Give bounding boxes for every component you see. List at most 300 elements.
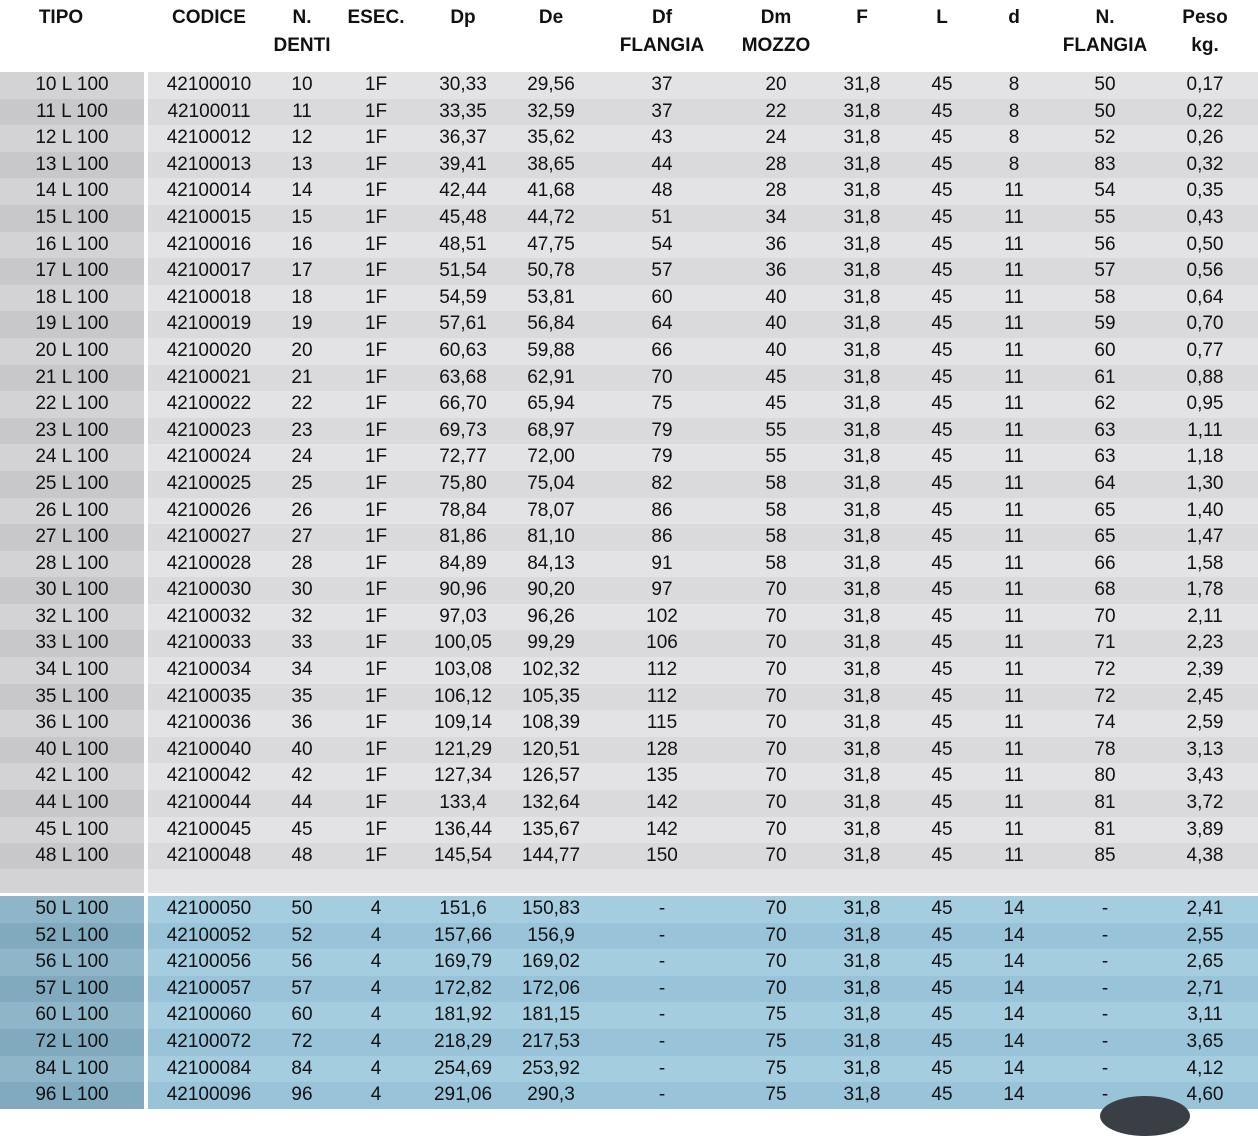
cell-peso: 0,35 xyxy=(1186,180,1224,202)
cell-de: 44,72 xyxy=(527,206,575,228)
cell-df-flangia: 70 xyxy=(651,366,673,388)
cell-de: 144,77 xyxy=(521,845,581,867)
cell-de: 126,57 xyxy=(521,765,581,787)
cell-n-denti: 28 xyxy=(291,552,313,574)
cell-de: 62,91 xyxy=(527,366,575,388)
cell-d: 14 xyxy=(1003,1057,1025,1079)
cell-d: 11 xyxy=(1004,233,1024,255)
cell-esec: 1F xyxy=(364,685,388,707)
cell-dp: 169,79 xyxy=(433,951,493,973)
cell-n-flangia: 66 xyxy=(1094,552,1116,574)
cell-d: 11 xyxy=(1004,818,1024,840)
cell-peso: 1,78 xyxy=(1186,579,1224,601)
cell-peso: 3,65 xyxy=(1186,1030,1224,1052)
cell-n-flangia: 72 xyxy=(1094,685,1116,707)
cell-d: 11 xyxy=(1004,685,1024,707)
cell-l: 45 xyxy=(931,951,953,973)
cell-f: 31,8 xyxy=(843,1004,881,1026)
cell-dm-mozzo: 24 xyxy=(765,127,787,149)
cell-esec: 1F xyxy=(364,712,388,734)
cell-n-denti: 17 xyxy=(291,260,313,282)
cell-tipo: 34 L 100 xyxy=(0,657,144,684)
table-row xyxy=(0,365,1258,392)
cell-n-denti: 48 xyxy=(291,845,313,867)
cell-n-denti: 20 xyxy=(291,339,313,361)
cell-codice: 42100056 xyxy=(166,951,252,973)
cell-f: 31,8 xyxy=(843,659,881,681)
cell-l: 45 xyxy=(931,260,953,282)
cell-d: 14 xyxy=(1003,898,1025,919)
cell-l: 45 xyxy=(931,180,953,202)
cell-df-flangia: 79 xyxy=(651,446,673,468)
cell-dm-mozzo: 28 xyxy=(765,180,787,202)
cell-l: 45 xyxy=(931,233,953,255)
cell-dm-mozzo: 40 xyxy=(765,286,787,308)
product-image-fragment xyxy=(1100,1096,1190,1136)
cell-d: 11 xyxy=(1004,792,1024,814)
table-row xyxy=(0,311,1258,338)
cell-d: 11 xyxy=(1004,712,1024,734)
cell-l: 45 xyxy=(931,738,953,760)
cell-f: 31,8 xyxy=(843,951,881,973)
cell-n-denti: 50 xyxy=(291,898,313,919)
cell-df-flangia: 54 xyxy=(651,233,673,255)
header-codice: CODICE xyxy=(172,7,246,28)
cell-n-denti: 36 xyxy=(291,712,313,734)
cell-peso: 0,70 xyxy=(1186,313,1224,335)
cell-codice: 42100052 xyxy=(166,924,252,946)
cell-de: 38,65 xyxy=(527,153,575,175)
cell-dp: 103,08 xyxy=(433,659,493,681)
cell-n-denti: 52 xyxy=(291,924,313,946)
cell-peso: 1,18 xyxy=(1186,446,1224,468)
cell-f: 31,8 xyxy=(843,446,881,468)
cell-dm-mozzo: 70 xyxy=(765,685,787,707)
cell-dp: 145,54 xyxy=(433,845,493,867)
cell-codice: 42100044 xyxy=(166,792,252,814)
cell-f: 31,8 xyxy=(843,792,881,814)
cell-codice: 42100050 xyxy=(166,898,252,919)
cell-tipo: 18 L 100 xyxy=(0,285,144,312)
cell-f: 31,8 xyxy=(843,738,881,760)
cell-d: 11 xyxy=(1004,206,1024,228)
cell-esec: 1F xyxy=(364,260,388,282)
table-row xyxy=(0,232,1258,259)
header-tipo: TIPO xyxy=(38,7,84,28)
cell-de: 65,94 xyxy=(527,393,575,415)
cell-dm-mozzo: 58 xyxy=(765,552,787,574)
cell-dm-mozzo: 70 xyxy=(765,898,787,919)
cell-dm-mozzo: 55 xyxy=(765,419,787,441)
table-body-gray xyxy=(0,72,1258,870)
cell-esec: 1F xyxy=(364,472,388,494)
cell-esec: 1F xyxy=(364,765,388,787)
cell-d: 11 xyxy=(1004,393,1024,415)
cell-de: 253,92 xyxy=(521,1057,581,1079)
cell-f: 31,8 xyxy=(843,924,881,946)
cell-dm-mozzo: 70 xyxy=(765,765,787,787)
cell-n-flangia: 63 xyxy=(1094,446,1116,468)
cell-f: 31,8 xyxy=(843,339,881,361)
cell-l: 45 xyxy=(931,1084,953,1106)
cell-peso: 1,40 xyxy=(1186,499,1224,521)
cell-dm-mozzo: 20 xyxy=(765,74,787,95)
cell-f: 31,8 xyxy=(843,206,881,228)
cell-codice: 42100036 xyxy=(166,712,252,734)
cell-codice: 42100084 xyxy=(166,1057,252,1079)
cell-f: 31,8 xyxy=(843,419,881,441)
cell-tipo: 45 L 100 xyxy=(0,817,144,844)
cell-de: 172,06 xyxy=(521,977,581,999)
cell-codice: 42100027 xyxy=(166,526,252,548)
cell-df-flangia: 86 xyxy=(651,499,673,521)
cell-n-flangia: - xyxy=(1101,1030,1109,1052)
cell-df-flangia: 37 xyxy=(651,74,673,95)
cell-n-denti: 11 xyxy=(292,100,312,122)
table-row xyxy=(0,949,1258,976)
cell-df-flangia: 37 xyxy=(651,100,673,122)
cell-esec: 1F xyxy=(364,659,388,681)
cell-n-flangia: 56 xyxy=(1094,233,1116,255)
cell-l: 45 xyxy=(931,206,953,228)
cell-dm-mozzo: 75 xyxy=(765,1084,787,1106)
cell-df-flangia: 91 xyxy=(651,552,673,574)
cell-tipo: 17 L 100 xyxy=(0,258,144,285)
cell-codice: 42100012 xyxy=(166,127,252,149)
cell-l: 45 xyxy=(931,74,953,95)
cell-n-denti: 16 xyxy=(291,233,313,255)
cell-peso: 1,11 xyxy=(1187,419,1223,441)
cell-dm-mozzo: 70 xyxy=(765,605,787,627)
cell-peso: 3,43 xyxy=(1186,765,1224,787)
cell-peso: 0,56 xyxy=(1186,260,1224,282)
cell-tipo: 10 L 100 xyxy=(0,72,144,99)
table-row xyxy=(0,178,1258,205)
header-df-flangia: Df FLANGIA xyxy=(619,7,705,56)
cell-f: 31,8 xyxy=(843,685,881,707)
cell-df-flangia: 82 xyxy=(651,472,673,494)
header-d: d xyxy=(1008,7,1020,28)
cell-d: 14 xyxy=(1003,924,1025,946)
cell-de: 75,04 xyxy=(527,472,575,494)
cell-de: 217,53 xyxy=(521,1030,581,1052)
cell-l: 45 xyxy=(931,712,953,734)
cell-dm-mozzo: 70 xyxy=(765,818,787,840)
cell-l: 45 xyxy=(931,685,953,707)
cell-codice: 42100025 xyxy=(166,472,252,494)
cell-n-denti: 96 xyxy=(291,1084,313,1106)
cell-n-flangia: 81 xyxy=(1094,818,1116,840)
cell-de: 84,13 xyxy=(527,552,575,574)
cell-n-denti: 56 xyxy=(291,951,313,973)
table-row xyxy=(0,737,1258,764)
table-row xyxy=(0,790,1258,817)
cell-codice: 42100040 xyxy=(166,738,252,760)
cell-df-flangia: 128 xyxy=(646,738,678,760)
cell-d: 14 xyxy=(1003,951,1025,973)
cell-n-flangia: 74 xyxy=(1094,712,1116,734)
cell-n-denti: 27 xyxy=(291,526,313,548)
cell-de: 102,32 xyxy=(521,659,581,681)
cell-de: 99,29 xyxy=(527,632,575,654)
cell-l: 45 xyxy=(931,1057,953,1079)
cell-f: 31,8 xyxy=(843,260,881,282)
cell-n-denti: 25 xyxy=(291,472,313,494)
cell-de: 150,83 xyxy=(521,898,581,919)
cell-n-denti: 57 xyxy=(291,977,313,999)
table-row xyxy=(0,817,1258,844)
cell-dm-mozzo: 40 xyxy=(765,313,787,335)
cell-de: 68,97 xyxy=(527,419,575,441)
cell-esec: 1F xyxy=(364,792,388,814)
cell-l: 45 xyxy=(931,339,953,361)
cell-d: 11 xyxy=(1004,632,1024,654)
cell-l: 45 xyxy=(931,499,953,521)
cell-dm-mozzo: 70 xyxy=(765,738,787,760)
cell-df-flangia: 48 xyxy=(651,180,673,202)
cell-de: 156,9 xyxy=(527,924,575,946)
cell-codice: 42100022 xyxy=(166,393,252,415)
cell-n-flangia: - xyxy=(1101,898,1109,919)
cell-n-denti: 33 xyxy=(291,632,313,654)
cell-d: 14 xyxy=(1003,1030,1025,1052)
cell-df-flangia: - xyxy=(658,898,666,919)
cell-de: 169,02 xyxy=(521,951,581,973)
cell-l: 45 xyxy=(931,153,953,175)
cell-codice: 42100020 xyxy=(166,339,252,361)
cell-dp: 84,89 xyxy=(439,552,487,574)
cell-l: 45 xyxy=(931,632,953,654)
cell-n-flangia: 63 xyxy=(1094,419,1116,441)
cell-d: 11 xyxy=(1004,552,1024,574)
cell-dp: 45,48 xyxy=(439,206,487,228)
cell-tipo: 20 L 100 xyxy=(0,338,144,365)
cell-de: 290,3 xyxy=(527,1084,575,1106)
cell-n-denti: 14 xyxy=(291,180,313,202)
cell-peso: 0,22 xyxy=(1186,100,1224,122)
cell-de: 56,84 xyxy=(527,313,575,335)
cell-dm-mozzo: 70 xyxy=(765,977,787,999)
cell-de: 50,78 xyxy=(527,260,575,282)
cell-esec: 1F xyxy=(364,366,388,388)
header-peso: Peso kg. xyxy=(1182,7,1228,56)
cell-tipo: 56 L 100 xyxy=(0,949,144,976)
table-row xyxy=(0,338,1258,365)
cell-dp: 75,80 xyxy=(439,472,487,494)
cell-peso: 0,43 xyxy=(1186,206,1224,228)
cell-dm-mozzo: 22 xyxy=(765,100,787,122)
header-n-denti: N. DENTI xyxy=(273,7,331,56)
cell-dm-mozzo: 58 xyxy=(765,499,787,521)
cell-n-flangia: 65 xyxy=(1094,499,1116,521)
cell-tipo: 57 L 100 xyxy=(0,976,144,1003)
cell-codice: 42100019 xyxy=(166,313,252,335)
cell-f: 31,8 xyxy=(843,472,881,494)
cell-n-flangia: 50 xyxy=(1094,74,1116,95)
cell-de: 78,07 xyxy=(527,499,575,521)
cell-dm-mozzo: 70 xyxy=(765,659,787,681)
cell-codice: 42100013 xyxy=(166,153,252,175)
cell-esec: 4 xyxy=(370,1004,382,1026)
cell-dm-mozzo: 45 xyxy=(765,366,787,388)
cell-tipo: 19 L 100 xyxy=(0,311,144,338)
cell-esec: 1F xyxy=(364,446,388,468)
cell-peso: 0,64 xyxy=(1186,286,1224,308)
cell-tipo: 42 L 100 xyxy=(0,763,144,790)
table-row xyxy=(0,444,1258,471)
cell-d: 14 xyxy=(1003,1004,1025,1026)
section-gap xyxy=(0,869,1258,893)
cell-codice: 42100024 xyxy=(166,446,252,468)
cell-n-denti: 34 xyxy=(291,659,313,681)
cell-f: 31,8 xyxy=(843,977,881,999)
header-esec: ESEC. xyxy=(347,7,405,28)
cell-df-flangia: 97 xyxy=(651,579,673,601)
cell-n-denti: 45 xyxy=(291,818,313,840)
cell-n-flangia: 64 xyxy=(1094,472,1116,494)
cell-l: 45 xyxy=(931,472,953,494)
table-row xyxy=(0,1029,1258,1056)
cell-df-flangia: 142 xyxy=(646,792,678,814)
cell-dp: 254,69 xyxy=(433,1057,493,1079)
cell-l: 45 xyxy=(931,552,953,574)
cell-n-flangia: - xyxy=(1101,924,1109,946)
table-row xyxy=(0,604,1258,631)
cell-esec: 4 xyxy=(370,1084,382,1106)
cell-d: 11 xyxy=(1004,286,1024,308)
cell-dm-mozzo: 70 xyxy=(765,579,787,601)
cell-de: 81,10 xyxy=(527,526,575,548)
cell-de: 108,39 xyxy=(521,712,581,734)
cell-tipo: 60 L 100 xyxy=(0,1002,144,1029)
cell-codice: 42100015 xyxy=(166,206,252,228)
cell-d: 11 xyxy=(1004,180,1024,202)
cell-d: 11 xyxy=(1004,605,1024,627)
cell-de: 132,64 xyxy=(521,792,581,814)
cell-n-denti: 22 xyxy=(291,393,313,415)
cell-codice: 42100014 xyxy=(166,180,252,202)
cell-dp: 66,70 xyxy=(439,393,487,415)
cell-dp: 97,03 xyxy=(439,605,487,627)
cell-esec: 1F xyxy=(364,499,388,521)
cell-d: 11 xyxy=(1004,659,1024,681)
table-row xyxy=(0,976,1258,1003)
cell-peso: 2,41 xyxy=(1186,898,1224,919)
cell-esec: 1F xyxy=(364,738,388,760)
cell-n-flangia: - xyxy=(1101,1057,1109,1079)
cell-dm-mozzo: 70 xyxy=(765,951,787,973)
table-row xyxy=(0,418,1258,445)
cell-d: 8 xyxy=(1008,74,1020,95)
cell-df-flangia: 43 xyxy=(651,127,673,149)
cell-dm-mozzo: 45 xyxy=(765,393,787,415)
cell-tipo: 24 L 100 xyxy=(0,444,144,471)
cell-peso: 0,32 xyxy=(1186,153,1224,175)
cell-esec: 1F xyxy=(364,632,388,654)
cell-esec: 1F xyxy=(364,206,388,228)
cell-dm-mozzo: 58 xyxy=(765,526,787,548)
cell-dp: 81,86 xyxy=(439,526,487,548)
table-row xyxy=(0,710,1258,737)
cell-dm-mozzo: 28 xyxy=(765,153,787,175)
cell-df-flangia: 115 xyxy=(646,712,678,734)
cell-f: 31,8 xyxy=(843,366,881,388)
cell-peso: 4,38 xyxy=(1186,845,1224,867)
cell-df-flangia: 79 xyxy=(651,419,673,441)
cell-esec: 4 xyxy=(370,1030,382,1052)
cell-n-denti: 15 xyxy=(291,206,313,228)
cell-l: 45 xyxy=(931,1030,953,1052)
cell-tipo: 11 L 100 xyxy=(0,99,144,126)
cell-n-flangia: 54 xyxy=(1094,180,1116,202)
cell-n-flangia: 50 xyxy=(1094,100,1116,122)
cell-peso: 4,60 xyxy=(1186,1084,1224,1106)
cell-d: 11 xyxy=(1004,579,1024,601)
cell-de: 105,35 xyxy=(521,685,581,707)
cell-df-flangia: 150 xyxy=(646,845,678,867)
cell-n-denti: 24 xyxy=(291,446,313,468)
cell-l: 45 xyxy=(931,366,953,388)
cell-l: 45 xyxy=(931,898,953,919)
cell-de: 181,15 xyxy=(521,1004,581,1026)
cell-f: 31,8 xyxy=(843,180,881,202)
cell-l: 45 xyxy=(931,100,953,122)
cell-n-denti: 26 xyxy=(291,499,313,521)
cell-n-denti: 18 xyxy=(291,286,313,308)
cell-d: 11 xyxy=(1004,313,1024,335)
cell-dp: 133,4 xyxy=(439,792,487,814)
cell-n-denti: 40 xyxy=(291,738,313,760)
cell-d: 11 xyxy=(1004,845,1024,867)
cell-dm-mozzo: 36 xyxy=(765,260,787,282)
cell-l: 45 xyxy=(931,792,953,814)
cell-d: 11 xyxy=(1004,260,1024,282)
table-row xyxy=(0,152,1258,179)
cell-dp: 127,34 xyxy=(433,765,493,787)
cell-df-flangia: - xyxy=(658,1057,666,1079)
cell-de: 32,59 xyxy=(527,100,575,122)
cell-df-flangia: 112 xyxy=(646,685,678,707)
cell-df-flangia: - xyxy=(658,1030,666,1052)
cell-l: 45 xyxy=(931,845,953,867)
cell-f: 31,8 xyxy=(843,552,881,574)
table-row xyxy=(0,577,1258,604)
cell-dp: 121,29 xyxy=(433,738,493,760)
cell-dp: 54,59 xyxy=(439,286,487,308)
cell-peso: 1,47 xyxy=(1186,526,1224,548)
cell-l: 45 xyxy=(931,393,953,415)
cell-d: 11 xyxy=(1004,472,1024,494)
cell-df-flangia: - xyxy=(658,1084,666,1106)
cell-dp: 106,12 xyxy=(433,685,493,707)
cell-dp: 78,84 xyxy=(439,499,487,521)
table-row xyxy=(0,72,1258,99)
header-l: L xyxy=(936,7,948,28)
cell-codice: 42100026 xyxy=(166,499,252,521)
cell-dp: 60,63 xyxy=(439,339,487,361)
cell-d: 11 xyxy=(1004,339,1024,361)
cell-dp: 136,44 xyxy=(433,818,493,840)
cell-dm-mozzo: 70 xyxy=(765,924,787,946)
table-row xyxy=(0,99,1258,126)
cell-n-flangia: 58 xyxy=(1094,286,1116,308)
cell-esec: 4 xyxy=(370,898,382,919)
cell-f: 31,8 xyxy=(843,286,881,308)
cell-df-flangia: - xyxy=(658,977,666,999)
cell-dp: 72,77 xyxy=(439,446,487,468)
cell-n-denti: 44 xyxy=(291,792,313,814)
cell-d: 8 xyxy=(1008,153,1020,175)
